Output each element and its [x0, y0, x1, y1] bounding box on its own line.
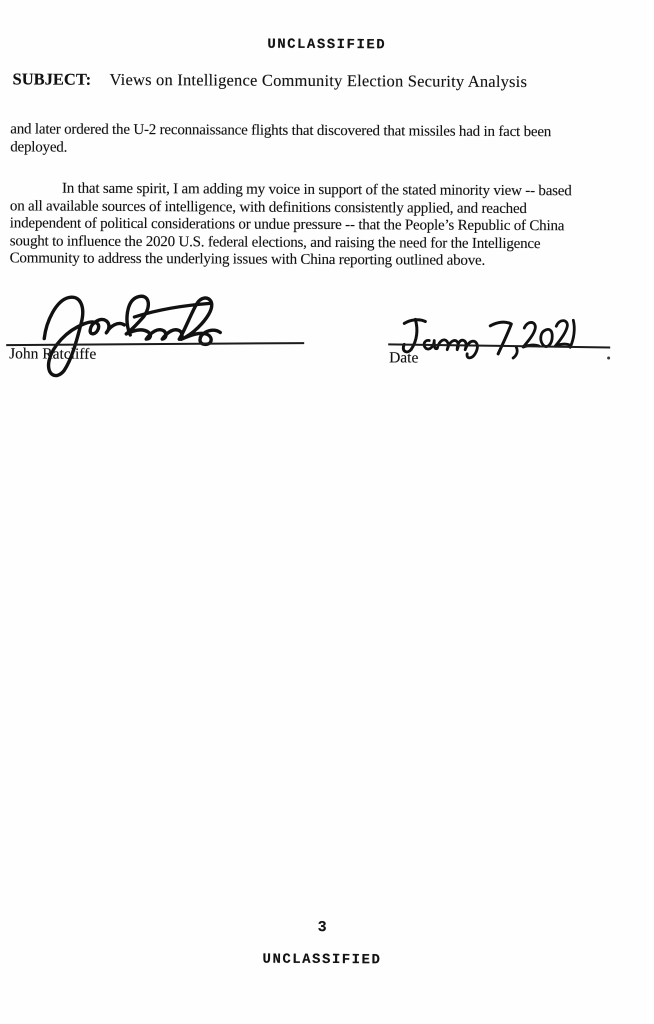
- signer-typed-name: John Ratcliffe: [9, 345, 97, 363]
- scan-speck: [607, 356, 610, 359]
- classification-footer: UNCLASSIFIED: [262, 951, 382, 969]
- paragraph-2-line: independent of political considerations or undue pressure -- that the People’s Republic of China: [9, 215, 565, 235]
- subject-label: SUBJECT:: [12, 69, 92, 89]
- handwritten-signature: [38, 286, 239, 387]
- handwritten-date: [398, 310, 578, 361]
- paragraph-2-line: In that same spirit, I am adding my voice in support of the stated minority view -- based: [61, 180, 572, 200]
- paragraph-1-line: deployed.: [10, 138, 68, 156]
- paragraph-2-line: on all available sources of intelligence, with definitions consistently applied, and reached: [9, 197, 527, 217]
- page-number: 3: [317, 918, 327, 937]
- paragraph-2: [10, 180, 572, 271]
- date-label: Date: [389, 349, 419, 367]
- paragraph-1: [10, 121, 551, 159]
- paragraph-2-line: sought to influence the 2020 U.S. federal elections, and raising the need for the Intelligence: [9, 233, 541, 252]
- paragraph-2-line: Community to address the underlying issues with China reporting outlined above.: [9, 250, 486, 270]
- subject-text: Views on Intelligence Community Election Security Analysis: [109, 69, 528, 92]
- classification-header: UNCLASSIFIED: [267, 36, 387, 54]
- paragraph-1-line: and later ordered the U-2 reconnaissance flights that discovered that missiles had in fact been: [10, 121, 552, 141]
